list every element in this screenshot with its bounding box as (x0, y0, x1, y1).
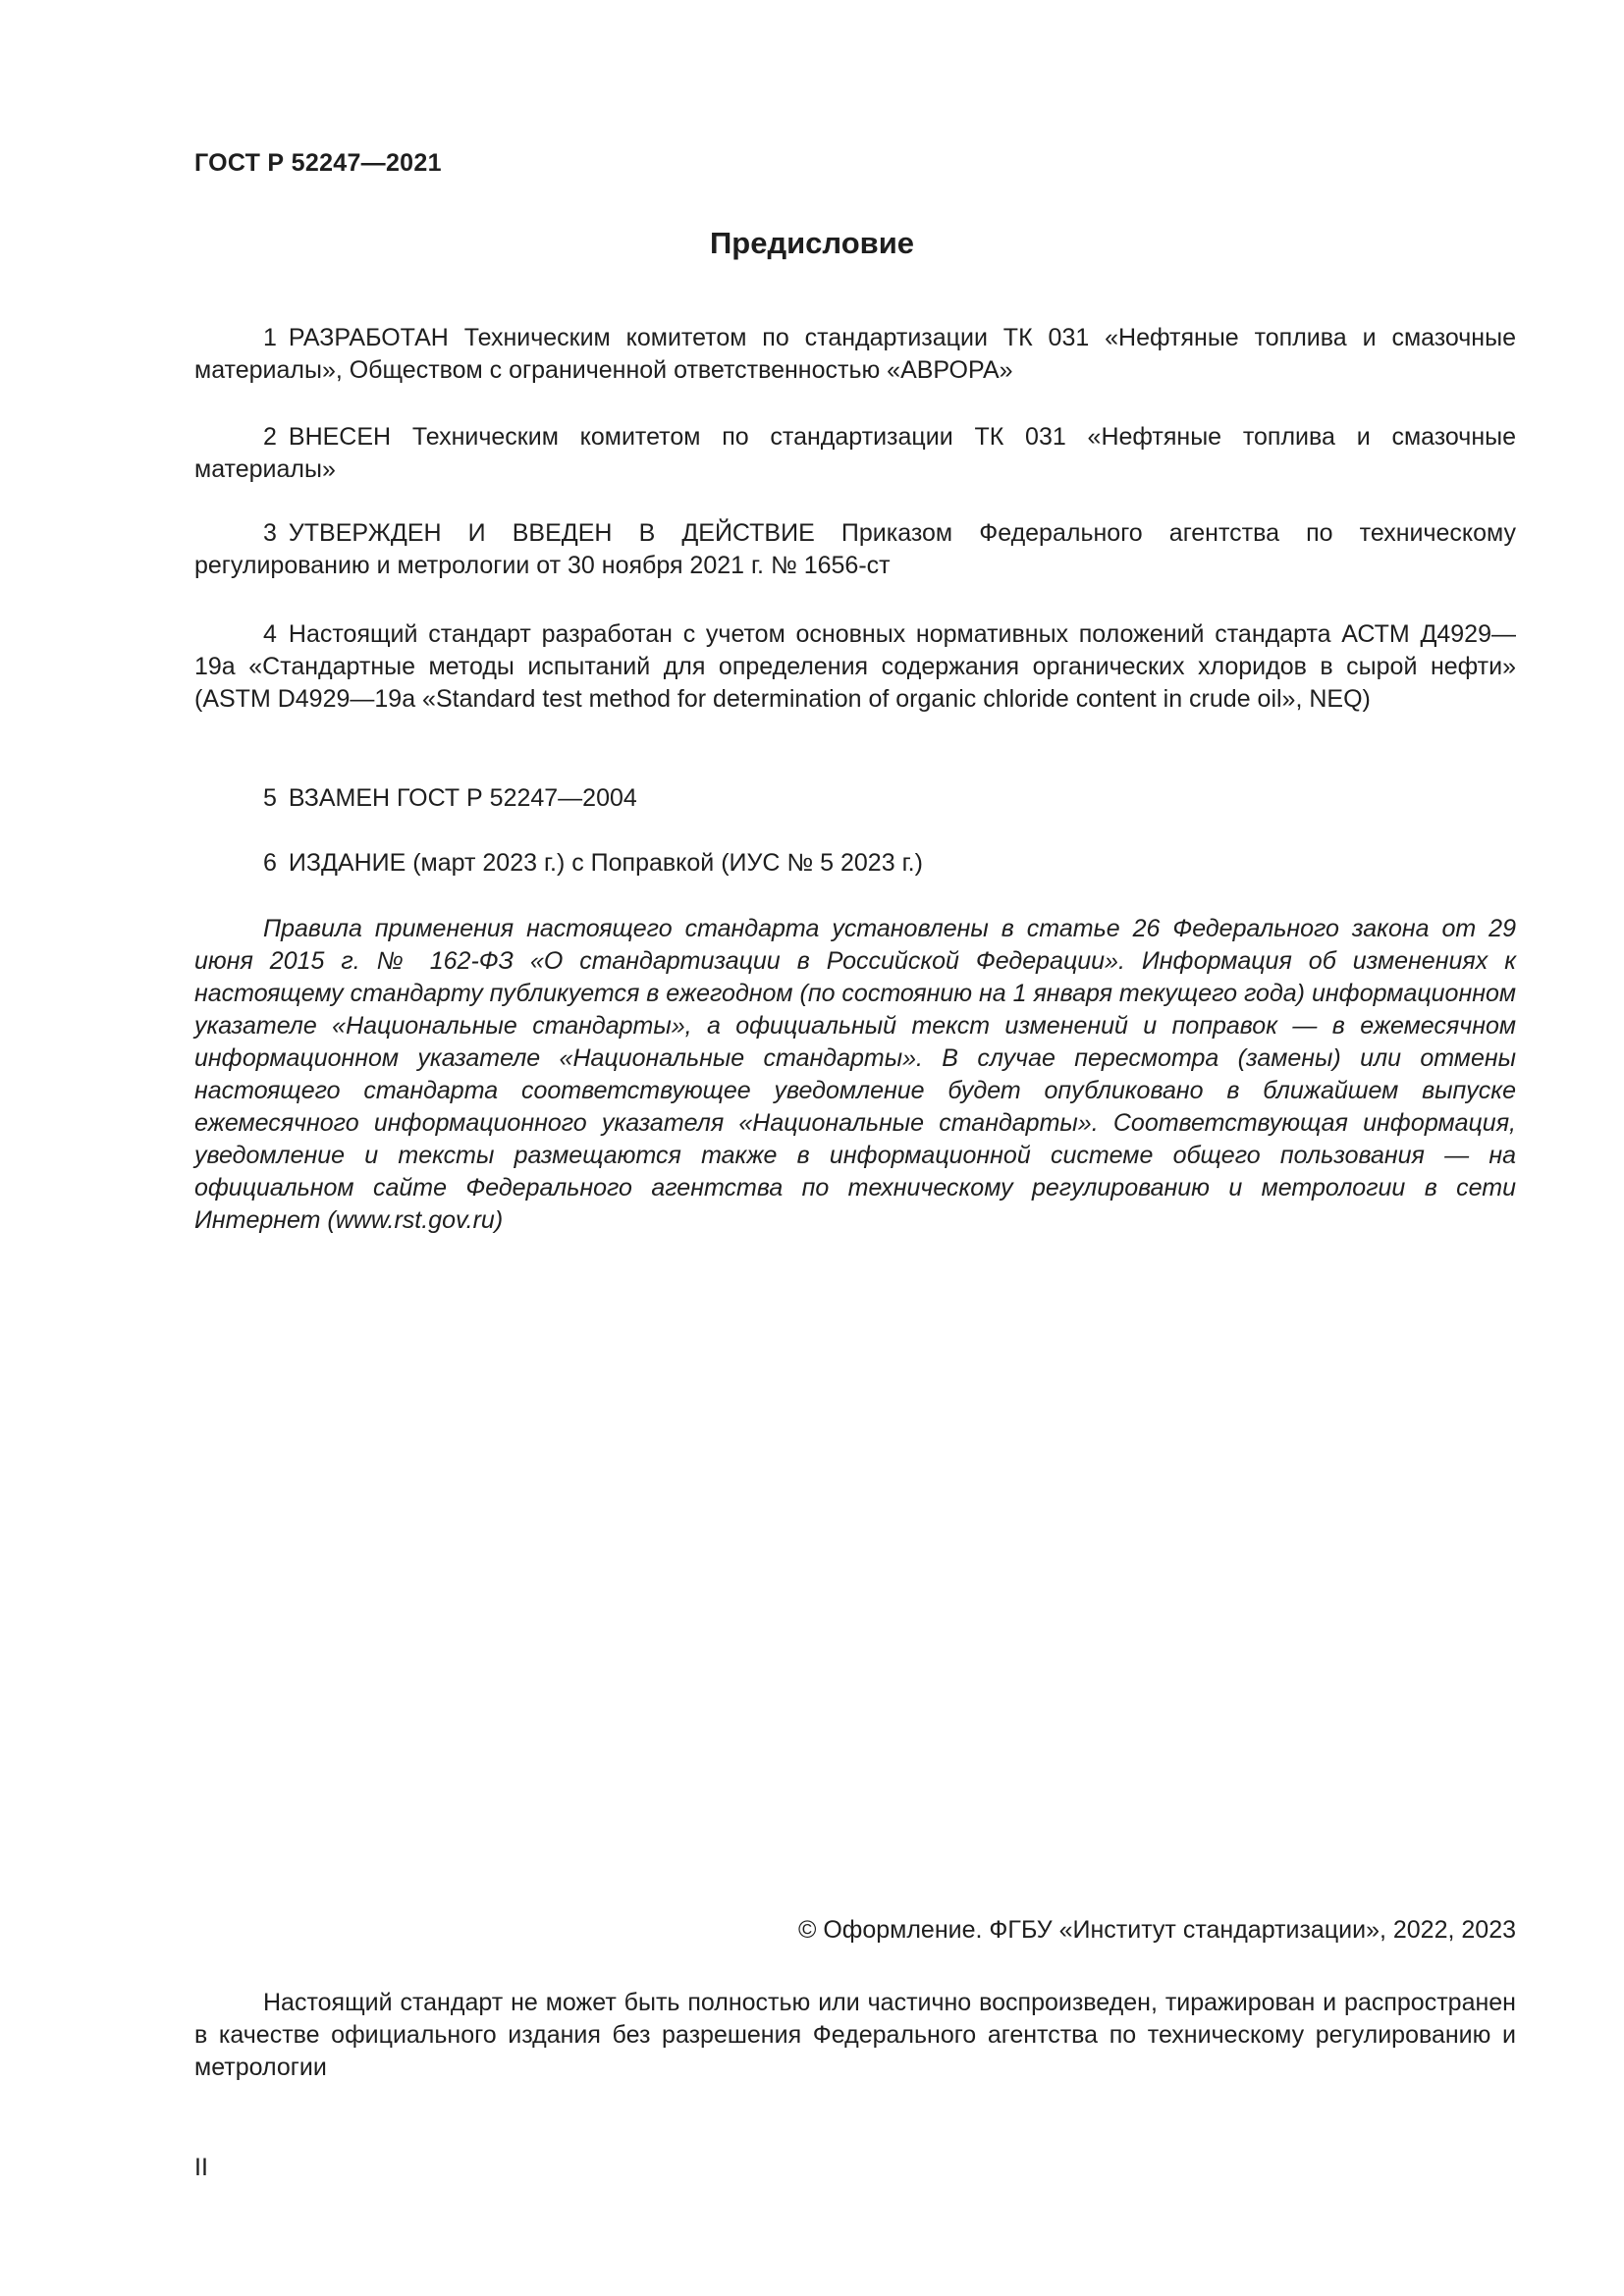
foreword-item-6 (194, 847, 1516, 880)
item-number: 2 (263, 423, 277, 451)
foreword-item-1 (194, 322, 1516, 387)
reproduction-notice (194, 1987, 1516, 2084)
foreword-item-3 (194, 517, 1516, 582)
foreword-item-4 (194, 618, 1516, 716)
foreword-item-2 (194, 421, 1516, 486)
rules-note (194, 913, 1516, 1237)
item-number: 3 (263, 519, 277, 547)
document-code: ГОСТ Р 52247—2021 (194, 149, 442, 177)
page-title: Предисловие (709, 226, 914, 260)
item-text: УТВЕРЖДЕН И ВВЕДЕН В ДЕЙСТВИЕ Приказом Федерального агентства по техническому регулированию и метрологии от 30 ноября 2021 г. № 1656-ст (194, 519, 1516, 579)
item-text: РАЗРАБОТАН Техническим комитетом по стандартизации ТК 031 «Нефтяные топлива и смазочные материалы», Обществом с ограниченной ответственностью «АВРОРА» (194, 324, 1516, 384)
copyright: © Оформление. ФГБУ «Институт стандартизации», 2022, 2023 (797, 1916, 1516, 1944)
item-number: 5 (263, 784, 277, 812)
item-number: 4 (263, 620, 277, 648)
item-text: Настоящий стандарт разработан с учетом основных нормативных положений стандарта АСТМ Д4929—19а «Стандартные методы испытаний для определения содержания органических хлоридов в сырой нефти» (ASTM D4929—19a «Standard test method for determination of organic chloride content in crude oil», NEQ) (194, 620, 1516, 713)
item-text: ВЗАМЕН ГОСТ Р 52247—2004 (288, 784, 637, 812)
item-text: ВНЕСЕН Техническим комитетом по стандартизации ТК 031 «Нефтяные топлива и смазочные материалы» (194, 423, 1516, 483)
reproduction-notice-text: Настоящий стандарт не может быть полностью или частично воспроизведен, тиражирован и распространен в качестве официального издания без разрешения Федерального агентства по техническому регулированию и метрологии (194, 1989, 1516, 2081)
item-number: 1 (263, 324, 277, 351)
item-text: ИЗДАНИЕ (март 2023 г.) с Поправкой (ИУС № 5 2023 г.) (288, 849, 923, 877)
foreword-item-5 (194, 782, 1516, 815)
page-number: II (194, 2154, 208, 2181)
item-number: 6 (263, 849, 277, 877)
rules-note-text: Правила применения настоящего стандарта установлены в статье 26 Федерального закона от 29 июня 2015 г. № 162-ФЗ «О стандартизации в Российской Федерации». Информация об изменениях к настоящему стандарту публикуется в ежегодном (по состоянию на 1 января текущего года) информационном указателе «Национальные стандарты», а официальный текст изменений и поправок — в ежемесячном информационном указателе «Национальные стандарты». В случае пересмотра (замены) или отмены настоящего стандарта соответствующее уведомление будет опубликовано в ближайшем выпуске ежемесячного информационного указателя «Национальные стандарты». Соответствующая информация, уведомление и тексты размещаются также в информационной системе общего пользования — на официальном сайте Федерального агентства по техническому регулированию и метрологии в сети Интернет (www.rst.gov.ru) (194, 915, 1517, 1234)
